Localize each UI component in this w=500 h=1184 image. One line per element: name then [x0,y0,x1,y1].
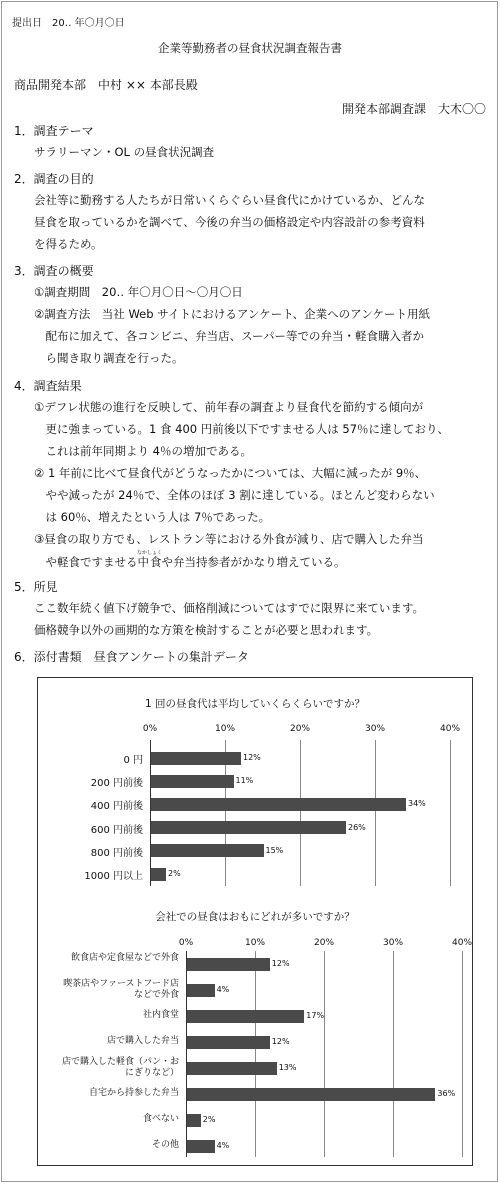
value-label: 15% [265,845,284,855]
section-heading: 5．所見 [14,580,58,594]
x-tick-label: 10% [244,938,266,948]
sender: 開発本部調査課 大木〇〇 [341,102,486,116]
body-line: これは前年同期より 4％の増加である。 [34,444,252,458]
bar [187,1062,277,1075]
section-body [34,396,449,573]
category-label: 400 円前後 [90,801,143,813]
section-body [34,281,430,369]
body-line: ③昼食の取り方でも、レストラン等における外食が減り、店で購入した弁当 [34,532,424,546]
grid-line [375,740,376,886]
value-label: 2% [168,869,181,878]
recipient: 商品開発本部 中村 ×× 本部長殿 [14,78,198,92]
value-label: 11% [235,776,254,786]
bar [187,1114,201,1127]
chart-title: 1 回の昼食代は平均していくらくらいですか？ [144,698,366,710]
bar [187,958,270,971]
section-body [34,141,214,163]
report-title: 企業等勤務者の昼食状況調査報告書 [158,41,342,55]
bar [151,844,264,857]
body-line: ② 1 年前に比べて昼食代がどうなったかについては、大幅に減ったが 9％、 [34,466,427,480]
value-label: 2% [202,1115,216,1124]
bar [151,752,241,765]
section-heading: 1．調査テーマ [14,124,94,138]
body-line: 価格競争以外の画期的な方策を検討することが必要と思われます。 [34,623,379,637]
bar [151,798,406,811]
x-tick-label: 40% [439,724,461,734]
grid-line [450,740,451,886]
value-label: 4% [216,985,230,994]
bar [187,1010,304,1023]
bar [151,868,166,881]
section-heading: 2．調査の目的 [14,172,94,186]
section-body [34,597,424,641]
x-tick-label: 30% [382,938,404,948]
section-heading: 6．添付書類 昼食アンケートの集計データ [14,650,249,664]
bar [187,1088,435,1101]
category-label: 800 円前後 [90,847,143,859]
body-line: 配布に加えて、各コンビニ、弁当店、スーパー等での弁当・軽食購入者か [34,329,424,343]
body-line: は 60％、増えたという人は 7％であった。 [34,510,271,524]
survey-charts [37,677,473,1166]
bar [187,984,215,997]
value-label: 12% [243,753,261,762]
body-line: ①デフレ状態の進行を反映して、前年春の調査より昼食代を節約する傾向が [34,400,424,414]
category-label: 0 円 [123,755,143,766]
category-label: 喫茶店やファーストフード店などで外食 [63,979,179,1000]
section-heading: 4．調査結果 [14,379,82,393]
section-body [34,189,425,255]
category-label: 食べない [142,1114,179,1124]
value-label: 12% [271,959,290,968]
body-line: を得るため。 [34,237,103,251]
category-label: 店で購入した弁当 [106,1036,179,1046]
ruby-reading: なかしょく [137,550,163,556]
body-line: 昼食を取っているかを調べて、今後の弁当の価格設定や内容設計の参考資料 [34,215,425,229]
body-line: や軽食ですませる中食なかしょくや弁当持参者がかなり増えている。 [34,550,346,569]
body-line: ①調査期間 20‥ 年〇月〇日〜〇月〇日 [34,285,243,299]
x-tick-label: 20% [289,724,311,734]
body-line: ら聞き取り調査を行った。 [34,351,184,365]
submission-date: 提出日 20‥ 年〇月〇日 [12,18,125,29]
value-label: 34% [408,799,426,809]
x-tick-label: 40% [451,938,473,948]
body-line: 会社等に勤務する人たちが日常いくらぐらい昼食代にかけているか、どんな [34,193,425,207]
value-label: 17% [306,1011,325,1020]
body-line: ②調査方法 当社 Web サイトにおけるアンケート、企業へのアンケート用紙 [34,307,430,321]
body-line: やや減ったが 24％で、全体のほぼ 3 割に達している。ほとんど変わらない [34,488,435,502]
grid-line [393,951,394,1157]
bar [151,775,234,788]
value-label: 4% [216,1141,230,1150]
body-line: ここ数年続く値下げ競争で、価格削減についてはすでに限界に来ています。 [34,601,424,615]
category-label: 600 円前後 [90,824,143,836]
category-label: 店で購入した軽食（パン・おにぎりなど） [61,1057,179,1078]
category-label: 飲食店や定食屋などで外食 [70,953,179,963]
grid-line [462,951,463,1157]
bar [187,1036,270,1049]
x-tick-label: 0% [142,724,158,734]
category-label: その他 [151,1140,179,1150]
category-label: 社内食堂 [142,1010,179,1020]
x-tick-label: 20% [313,938,335,948]
body-line: サラリーマン・OL の昼食状況調査 [34,145,215,159]
x-tick-label: 10% [214,724,236,734]
section-heading: 3．調査の概要 [14,264,94,278]
chart-title: 会社での昼食はおもにどれが多いですか？ [155,911,355,923]
category-label: 1000 円以上 [84,871,143,882]
grid-line [324,951,325,1157]
grid-line [255,951,256,1157]
bar [187,1140,215,1153]
value-label: 36% [437,1089,456,1098]
bar [151,821,346,834]
body-line: 更に強まっている。1 食 400 円前後以下ですませる人は 57％に達しており、 [34,422,450,436]
value-label: 26% [348,822,366,832]
category-label: 200 円前後 [90,778,143,790]
x-tick-label: 30% [364,724,386,734]
value-label: 13% [278,1063,297,1072]
value-label: 12% [271,1037,290,1046]
category-label: 自宅から持参した弁当 [88,1088,179,1098]
grid-line [300,740,301,886]
x-tick-label: 0% [178,938,194,948]
